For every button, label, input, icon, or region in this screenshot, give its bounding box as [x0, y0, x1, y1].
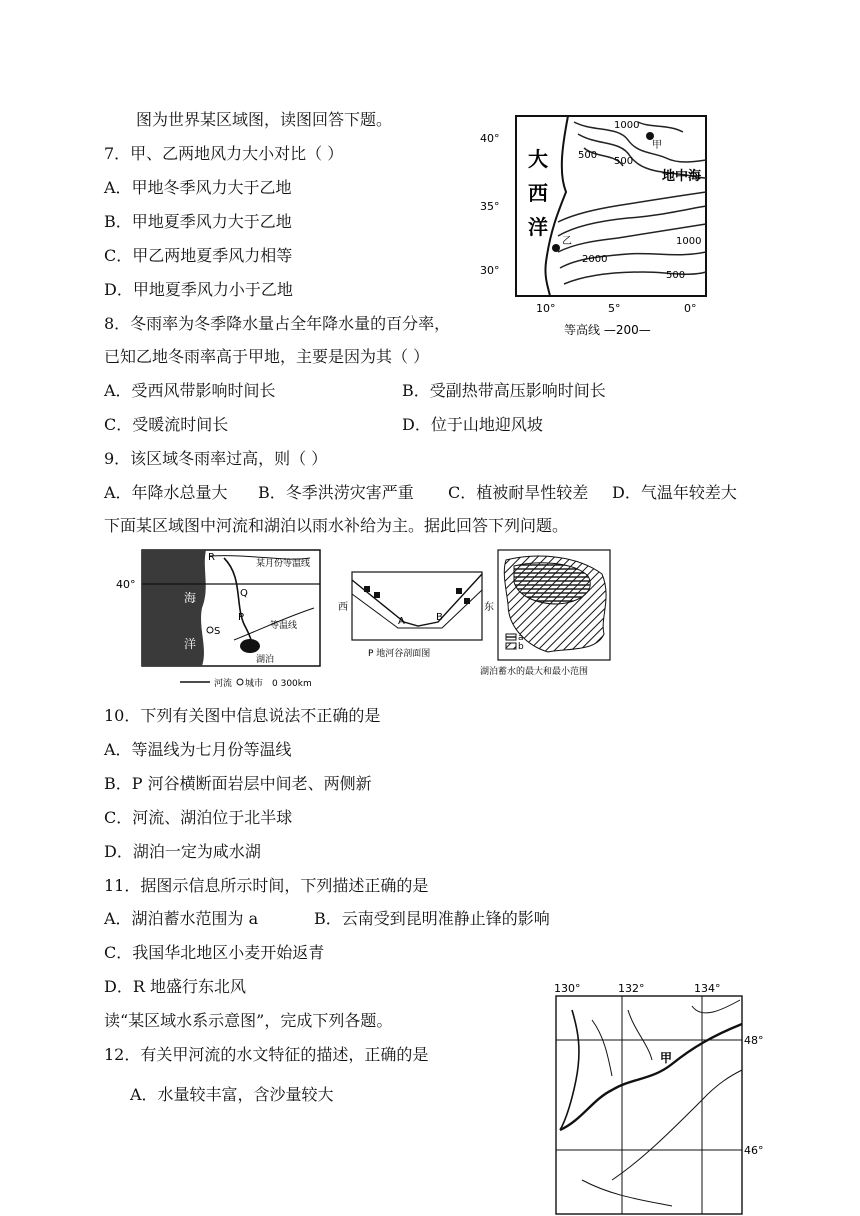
river-jia-label: 甲 — [660, 1051, 673, 1065]
section-caption: P 地河谷剖面图 — [368, 649, 431, 659]
q10-option-c: C．河流、湖泊位于北半球 — [104, 808, 293, 827]
lat-40-map2: 40° — [116, 578, 136, 591]
q11-option-b: B．云南受到昆明准静止锋的影响 — [314, 909, 550, 928]
section-b: B — [436, 612, 443, 623]
east-label: 东 — [484, 602, 494, 613]
yi-label: 乙 — [562, 236, 572, 247]
q9-option-b: B．冬季洪涝灾害严重 — [258, 483, 414, 502]
q8-stem-2: 已知乙地冬雨率高于甲地，主要是因为其（ ） — [104, 347, 430, 366]
ocean-label-3: 洋 — [528, 215, 548, 239]
q7-option-a: A．甲地冬季风力大于乙地 — [104, 178, 292, 197]
point-r: R — [208, 552, 215, 563]
lake-shape — [240, 639, 260, 653]
lat-46: 46° — [744, 1144, 764, 1157]
lat-30: 30° — [480, 264, 500, 277]
jia-point — [646, 132, 654, 140]
point-p: P — [238, 612, 245, 623]
isotherm-label-top: 某月份等温线 — [256, 559, 311, 569]
q12-option-a: A．水量较丰富，含沙量较大 — [130, 1085, 334, 1104]
q8-option-c: C．受暖流时间长 — [104, 415, 229, 434]
q7-option-d: D．甲地夏季风力小于乙地 — [104, 280, 293, 299]
lon-5: 5° — [608, 302, 621, 315]
q9-option-d: D．气温年较差大 — [612, 483, 737, 502]
contour-1000-south: 1000 — [676, 236, 702, 247]
contour-500-north-a: 500 — [578, 150, 598, 161]
q8-option-a: A．受西风带影响时间长 — [104, 381, 276, 400]
atlantic-region-map — [478, 112, 710, 342]
lon-130: 130° — [554, 982, 581, 995]
contour-legend: 等高线 —200— — [564, 323, 651, 337]
lon-10: 10° — [536, 302, 556, 315]
legend-scale: 0 300km — [272, 679, 312, 689]
valley-cross-section — [338, 560, 498, 664]
q10-option-b: B．P 河谷横断面岩层中间老、两侧新 — [104, 774, 372, 793]
q10-option-a: A．等温线为七月份等温线 — [104, 740, 292, 759]
lat-48: 48° — [744, 1034, 764, 1047]
intro2-text: 下面某区域图中河流和湖泊以雨水补给为主。据此回答下列问题。 — [104, 516, 569, 535]
q10-option-d: D．湖泊一定为咸水湖 — [104, 842, 261, 861]
q8-option-b: B．受副热带高压影响时间长 — [402, 381, 606, 400]
river-system-map — [552, 980, 770, 1216]
q9-option-c: C．植被耐旱性较差 — [448, 483, 589, 502]
lon-132: 132° — [618, 982, 645, 995]
yi-point — [552, 244, 560, 252]
point-s: S — [214, 626, 221, 637]
legend-b: b — [518, 642, 524, 652]
q7-option-c: C．甲乙两地夏季风力相等 — [104, 246, 293, 265]
section-a: A — [398, 616, 405, 627]
lat-40: 40° — [480, 132, 500, 145]
lake-extent-diagram — [478, 548, 618, 680]
ocean-label-2: 西 — [528, 181, 548, 205]
city-s — [207, 627, 213, 633]
legend-a: a — [518, 633, 524, 643]
q8-stem-1: 8．冬雨率为冬季降水量占全年降水量的百分率， — [104, 314, 451, 333]
jia-label: 甲 — [652, 140, 662, 151]
legend-city: 城市 — [245, 679, 264, 689]
contour-500-north-b: 500 — [614, 156, 634, 167]
coastal-region-map — [114, 548, 324, 690]
q11-option-c: C．我国华北地区小麦开始返青 — [104, 943, 325, 962]
ocean-label-yang: 洋 — [184, 637, 197, 651]
q9-option-a: A．年降水总量大 — [104, 483, 228, 502]
isotherm-label: 等温线 — [270, 621, 298, 631]
lake-label: 湖泊 — [256, 655, 275, 665]
q8-option-d: D．位于山地迎风坡 — [402, 415, 543, 434]
q11-option-d: D．R 地盛行东北风 — [104, 977, 246, 996]
point-q: Q — [240, 588, 248, 599]
q7-option-b: B．甲地夏季风力大于乙地 — [104, 212, 292, 231]
intro-text: 图为世界某区域图，读图回答下题。 — [136, 110, 393, 129]
contour-1000-north: 1000 — [614, 120, 640, 131]
q9-stem: 9．该区域冬雨率过高，则（ ） — [104, 449, 328, 468]
lake-caption: 湖泊蓄水的最大和最小范围 — [480, 667, 589, 677]
q11-option-a: A．湖泊蓄水范围为 a — [104, 909, 259, 928]
intro3-text: 读“某区域水系示意图”，完成下列各题。 — [104, 1011, 393, 1030]
west-label: 西 — [338, 602, 348, 613]
contour-2000: 2000 — [582, 254, 608, 265]
q10-stem: 10．下列有关图中信息说法不正确的是 — [104, 706, 381, 725]
lon-134: 134° — [694, 982, 721, 995]
mediterranean-label: 地中海 — [662, 169, 702, 184]
lon-0: 0° — [684, 302, 697, 315]
ocean-label-hai: 海 — [184, 591, 197, 605]
q7-stem: 7．甲、乙两地风力大小对比（ ） — [104, 144, 344, 163]
lat-35: 35° — [480, 200, 500, 213]
q12-stem: 12．有关甲河流的水文特征的描述，正确的是 — [104, 1045, 429, 1064]
contour-500-south: 500 — [666, 270, 686, 281]
legend-river: 河流 — [214, 679, 233, 689]
q11-stem: 11．据图示信息所示时间，下列描述正确的是 — [104, 876, 429, 895]
ocean-label-1: 大 — [528, 147, 548, 171]
